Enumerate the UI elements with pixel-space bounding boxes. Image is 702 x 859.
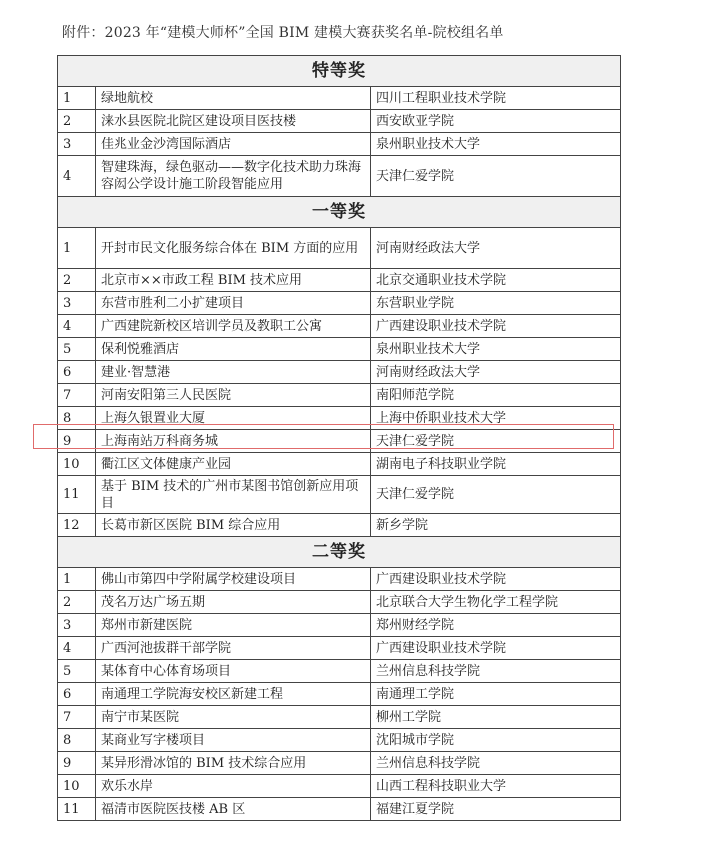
project-name: 某体育中心体育场项目 [96, 660, 371, 683]
school-name: 兰州信息科技学院 [371, 660, 621, 683]
project-name: 南通理工学院海安校区新建工程 [96, 683, 371, 706]
row-number: 4 [58, 156, 96, 197]
section-heading: 二等奖 [58, 537, 621, 568]
school-name: 北京联合大学生物化学工程学院 [371, 591, 621, 614]
school-name: 广西建设职业技术学院 [371, 637, 621, 660]
table-row [58, 361, 621, 384]
project-name: 广西建院新校区培训学员及教职工公寓 [96, 315, 371, 338]
document-title: 附件：2023 年“建模大师杯”全国 BIM 建模大赛获奖名单-院校组名单 [62, 25, 504, 41]
table-row [58, 228, 621, 269]
school-name: 天津仁爱学院 [371, 156, 621, 197]
row-number: 5 [58, 338, 96, 361]
school-name: 上海中侨职业技术大学 [371, 407, 621, 430]
school-name: 东营职业学院 [371, 292, 621, 315]
table-row [58, 637, 621, 660]
row-number: 1 [58, 87, 96, 110]
row-number: 1 [58, 568, 96, 591]
project-name: 保利悦雅酒店 [96, 338, 371, 361]
school-name: 泉州职业技术大学 [371, 338, 621, 361]
school-name: 广西建设职业技术学院 [371, 315, 621, 338]
school-name: 郑州财经学院 [371, 614, 621, 637]
row-number: 3 [58, 292, 96, 315]
table-row [58, 110, 621, 133]
school-name: 北京交通职业技术学院 [371, 269, 621, 292]
table-row [58, 269, 621, 292]
section-header-first [58, 197, 621, 228]
project-name: 佳兆业金沙湾国际酒店 [96, 133, 371, 156]
row-number: 3 [58, 133, 96, 156]
project-name: 某商业写字楼项目 [96, 729, 371, 752]
row-number: 11 [58, 798, 96, 821]
project-name: 衢江区文体健康产业园 [96, 453, 371, 476]
school-name: 湖南电子科技职业学院 [371, 453, 621, 476]
project-name: 涞水县医院北院区建设项目医技楼 [96, 110, 371, 133]
table-row [58, 430, 621, 453]
table-row-highlighted [58, 407, 621, 430]
row-number: 11 [58, 476, 96, 514]
row-number: 8 [58, 729, 96, 752]
school-name: 山西工程科技职业大学 [371, 775, 621, 798]
section-header-second [58, 537, 621, 568]
project-name: 河南安阳第三人民医院 [96, 384, 371, 407]
row-number: 8 [58, 407, 96, 430]
row-number: 4 [58, 315, 96, 338]
table-row [58, 660, 621, 683]
row-number: 9 [58, 752, 96, 775]
table-row [58, 453, 621, 476]
school-name: 天津仁爱学院 [371, 430, 621, 453]
school-name: 南通理工学院 [371, 683, 621, 706]
project-name: 北京市××市政工程 BIM 技术应用 [96, 269, 371, 292]
project-name: 长葛市新区医院 BIM 综合应用 [96, 514, 371, 537]
school-name: 沈阳城市学院 [371, 729, 621, 752]
row-number: 5 [58, 660, 96, 683]
row-number: 3 [58, 614, 96, 637]
project-name: 上海久银置业大厦 [96, 407, 371, 430]
table-row [58, 292, 621, 315]
project-name: 郑州市新建医院 [96, 614, 371, 637]
row-number: 7 [58, 706, 96, 729]
school-name: 柳州工学院 [371, 706, 621, 729]
project-name: 某异形滑冰馆的 BIM 技术综合应用 [96, 752, 371, 775]
school-name: 南阳师范学院 [371, 384, 621, 407]
school-name: 广西建设职业技术学院 [371, 568, 621, 591]
project-name: 南宁市某医院 [96, 706, 371, 729]
project-name: 广西河池拔群干部学院 [96, 637, 371, 660]
project-name: 绿地航校 [96, 87, 371, 110]
table-row [58, 775, 621, 798]
table-row [58, 683, 621, 706]
school-name: 兰州信息科技学院 [371, 752, 621, 775]
project-name: 建业·智慧港 [96, 361, 371, 384]
row-number: 1 [58, 228, 96, 269]
row-number: 4 [58, 637, 96, 660]
school-name: 泉州职业技术大学 [371, 133, 621, 156]
section-heading: 特等奖 [58, 56, 621, 87]
row-number: 2 [58, 269, 96, 292]
table-row [58, 614, 621, 637]
row-number: 9 [58, 430, 96, 453]
school-name: 西安欧亚学院 [371, 110, 621, 133]
project-name: 开封市民文化服务综合体在 BIM 方面的应用 [96, 228, 371, 269]
school-name: 天津仁爱学院 [371, 476, 621, 514]
project-name: 上海南站万科商务城 [96, 430, 371, 453]
school-name: 河南财经政法大学 [371, 361, 621, 384]
table-row [58, 338, 621, 361]
table-row [58, 133, 621, 156]
award-table [57, 55, 621, 821]
row-number: 10 [58, 775, 96, 798]
project-name: 欢乐水岸 [96, 775, 371, 798]
project-name: 茂名万达广场五期 [96, 591, 371, 614]
table-row [58, 315, 621, 338]
table-row [58, 591, 621, 614]
table-row [58, 156, 621, 197]
project-name: 智建珠海，绿色驱动——数字化技术助力珠海容闳公学设计施工阶段智能应用 [96, 156, 371, 197]
school-name: 四川工程职业技术学院 [371, 87, 621, 110]
project-name: 佛山市第四中学附属学校建设项目 [96, 568, 371, 591]
section-header-special [58, 56, 621, 87]
table-row [58, 752, 621, 775]
row-number: 2 [58, 591, 96, 614]
row-number: 7 [58, 384, 96, 407]
table-row [58, 706, 621, 729]
table-row [58, 384, 621, 407]
school-name: 河南财经政法大学 [371, 228, 621, 269]
row-number: 6 [58, 683, 96, 706]
project-name: 基于 BIM 技术的广州市某图书馆创新应用项目 [96, 476, 371, 514]
table-row [58, 87, 621, 110]
table-row [58, 514, 621, 537]
project-name: 福清市医院医技楼 AB 区 [96, 798, 371, 821]
row-number: 2 [58, 110, 96, 133]
project-name: 东营市胜利二小扩建项目 [96, 292, 371, 315]
section-heading: 一等奖 [58, 197, 621, 228]
row-number: 12 [58, 514, 96, 537]
table-row [58, 798, 621, 821]
table-row [58, 568, 621, 591]
row-number: 10 [58, 453, 96, 476]
school-name: 福建江夏学院 [371, 798, 621, 821]
table-row [58, 729, 621, 752]
row-number: 6 [58, 361, 96, 384]
school-name: 新乡学院 [371, 514, 621, 537]
table-row [58, 476, 621, 514]
